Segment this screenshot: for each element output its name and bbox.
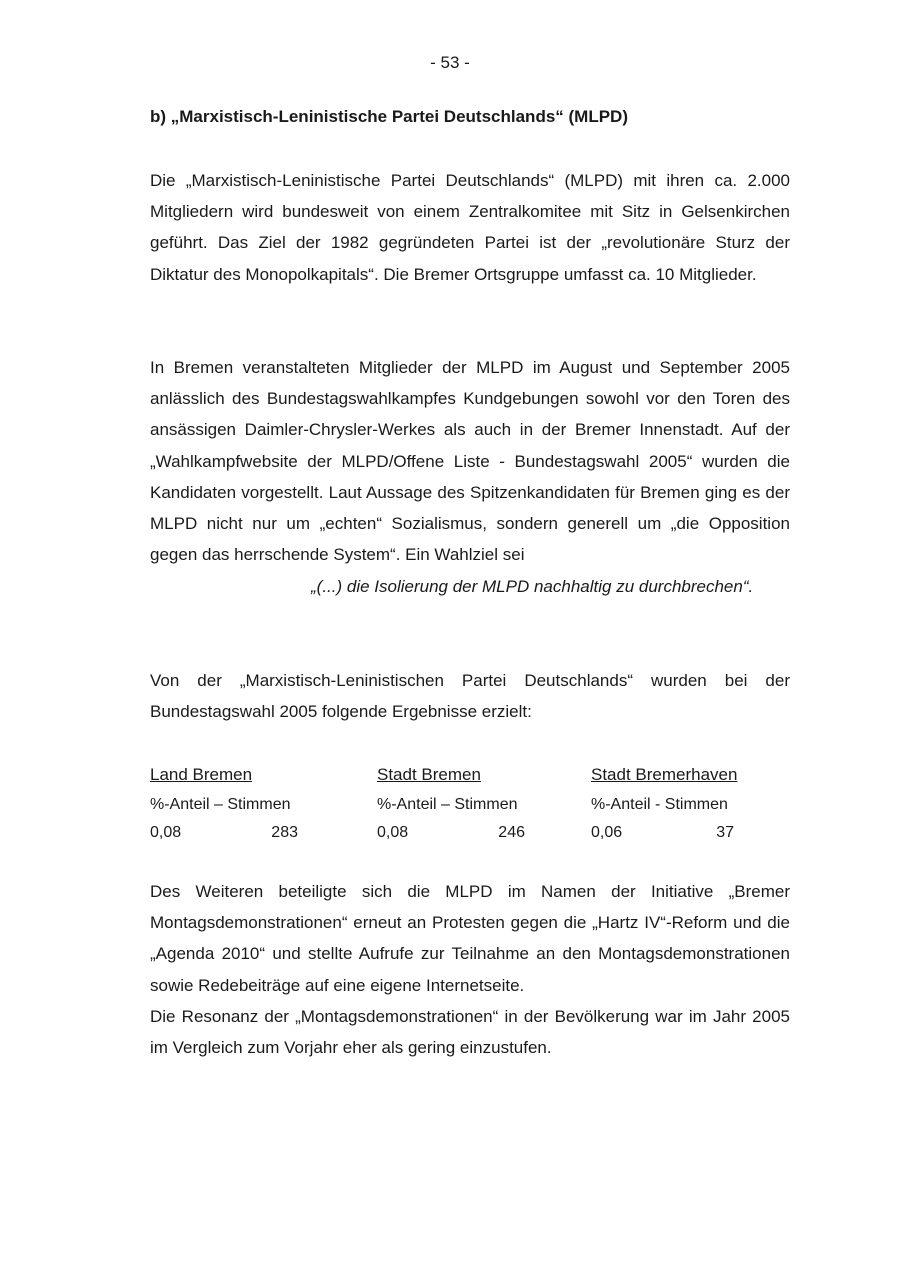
results-percent: 0,08 [150,824,182,841]
results-column-land-bremen [150,763,298,847]
paragraph-resonance: Die Resonanz der „Montagsdemonstrationen“ in der Bevölkerung war im Jahr 2005 im Vergleich zum Vorjahr eher als gering einzustufen. [150,1006,790,1058]
results-column-stadt-bremerhaven [591,763,751,847]
page-number: - 53 - [430,53,470,72]
results-values-row [377,819,525,847]
results-column-title: Stadt Bremerhaven [591,765,738,784]
results-column-stadt-bremen [377,763,525,847]
block-quote: „(...) die Isolierung der MLPD nachhaltig zu durchbrechen“. [311,577,754,596]
results-votes: 283 [271,824,298,841]
paragraph-campaign: In Bremen veranstalteten Mitglieder der MLPD im August und September 2005 anlässlich des Bundestagswahlkampfes Kundgebungen sowohl vor den Toren des ansässigen Daimler-Chrysler-Werkes als auch in der Bremer Innenstadt. Auf der „Wahlkampfwebsite der MLPD/Offene Liste - Bundestagswahl 2005“ wurden die Kandidaten vorgestellt. Laut Aussage des Spitzenkandidaten für Bremen ging es der MLPD nicht nur um „echten“ Sozialismus, sondern generell um „die Opposition gegen das herrschende System“. Ein Wahlziel sei [150,358,790,565]
results-votes: 246 [498,824,525,841]
results-values-row [591,819,734,847]
paragraph-protests-block [150,876,790,1063]
paragraph-protests: Des Weiteren beteiligte sich die MLPD im Namen der Initiative „Bremer Montagsdemonstrationen“ erneut an Protesten gegen die „Hartz IV“-Reform und die „Agenda 2010“ und stellte Aufrufe zur Teilnahme an den Montagsdemonstrationen sowie Redebeiträge auf eine eigene Internetseite. [150,882,790,995]
paragraph-mlpd-intro: Die „Marxistisch-Leninistische Partei Deutschlands“ (MLPD) mit ihren ca. 2.000 Mitgliedern wird bundesweit von einem Zentralkomitee mit Sitz in Gelsenkirchen geführt. Das Ziel der 1982 gegründeten Partei ist der „revolutionäre Sturz der Diktatur des Monopolkapitals“. Die Bremer Ortsgruppe umfasst ca. 10 Mitglieder. [150,171,790,284]
results-percent: 0,08 [377,824,409,841]
results-votes: 37 [716,824,734,841]
results-values-row [150,819,298,847]
section-heading: b) „Marxistisch-Leninistische Partei Deutschlands“ (MLPD) [150,107,628,126]
results-column-subheader: %-Anteil – Stimmen [377,796,518,813]
results-column-subheader: %-Anteil – Stimmen [150,796,291,813]
paragraph-results-intro: Von der „Marxistisch-Leninistischen Partei Deutschlands“ wurden bei der Bundestagswahl 2005 folgende Ergebnisse erzielt: [150,671,790,722]
results-percent: 0,06 [591,824,623,841]
results-column-title: Stadt Bremen [377,765,481,784]
results-column-title: Land Bremen [150,765,253,784]
results-column-subheader: %-Anteil - Stimmen [591,796,728,813]
